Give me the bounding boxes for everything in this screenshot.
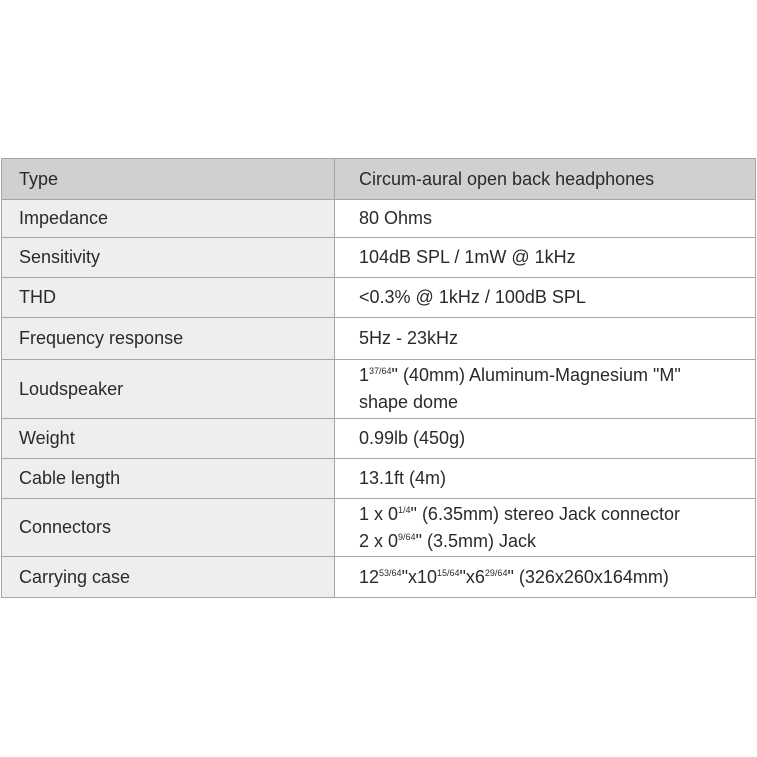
spec-row-impedance xyxy=(2,200,756,238)
spec-row-loudspeaker xyxy=(2,360,756,419)
spec-label: Impedance xyxy=(2,200,335,238)
spec-label: Carrying case xyxy=(2,557,335,598)
spec-value: 13.1ft (4m) xyxy=(335,459,756,499)
spec-label: Type xyxy=(2,159,335,200)
spec-value: 1 x $0^{1/4}$" (6.35mm) stereo Jack connector 2 x $0^{9/64}$" (3.5mm) Jack xyxy=(335,499,756,557)
spec-value: 0.99lb (450g) xyxy=(335,419,756,459)
spec-row-connectors xyxy=(2,499,756,557)
spec-value: Circum-aural open back headphones xyxy=(335,159,756,200)
spec-value: $12^{53/64}"x10^{15/64}"x6^{29/64}$" (326x260x164mm) xyxy=(335,557,756,598)
spec-value: 104dB SPL / 1mW @ 1kHz xyxy=(335,238,756,278)
spec-row-cable-length xyxy=(2,459,756,499)
spec-label: Sensitivity xyxy=(2,238,335,278)
spec-value: 5Hz - 23kHz xyxy=(335,318,756,360)
spec-table xyxy=(1,158,756,598)
spec-row-type xyxy=(2,159,756,200)
spec-label: THD xyxy=(2,278,335,318)
spec-label: Connectors xyxy=(2,499,335,557)
spec-row-carrying-case xyxy=(2,557,756,598)
spec-value: $1^{37/64}$" (40mm) Aluminum-Magnesium "M" shape dome xyxy=(335,360,756,419)
spec-value: 80 Ohms xyxy=(335,200,756,238)
spec-row-thd xyxy=(2,278,756,318)
spec-row-sensitivity xyxy=(2,238,756,278)
spec-label: Cable length xyxy=(2,459,335,499)
spec-row-frequency-response xyxy=(2,318,756,360)
spec-label: Frequency response xyxy=(2,318,335,360)
spec-label: Loudspeaker xyxy=(2,360,335,419)
spec-row-weight xyxy=(2,419,756,459)
spec-label: Weight xyxy=(2,419,335,459)
spec-value: <0.3% @ 1kHz / 100dB SPL xyxy=(335,278,756,318)
